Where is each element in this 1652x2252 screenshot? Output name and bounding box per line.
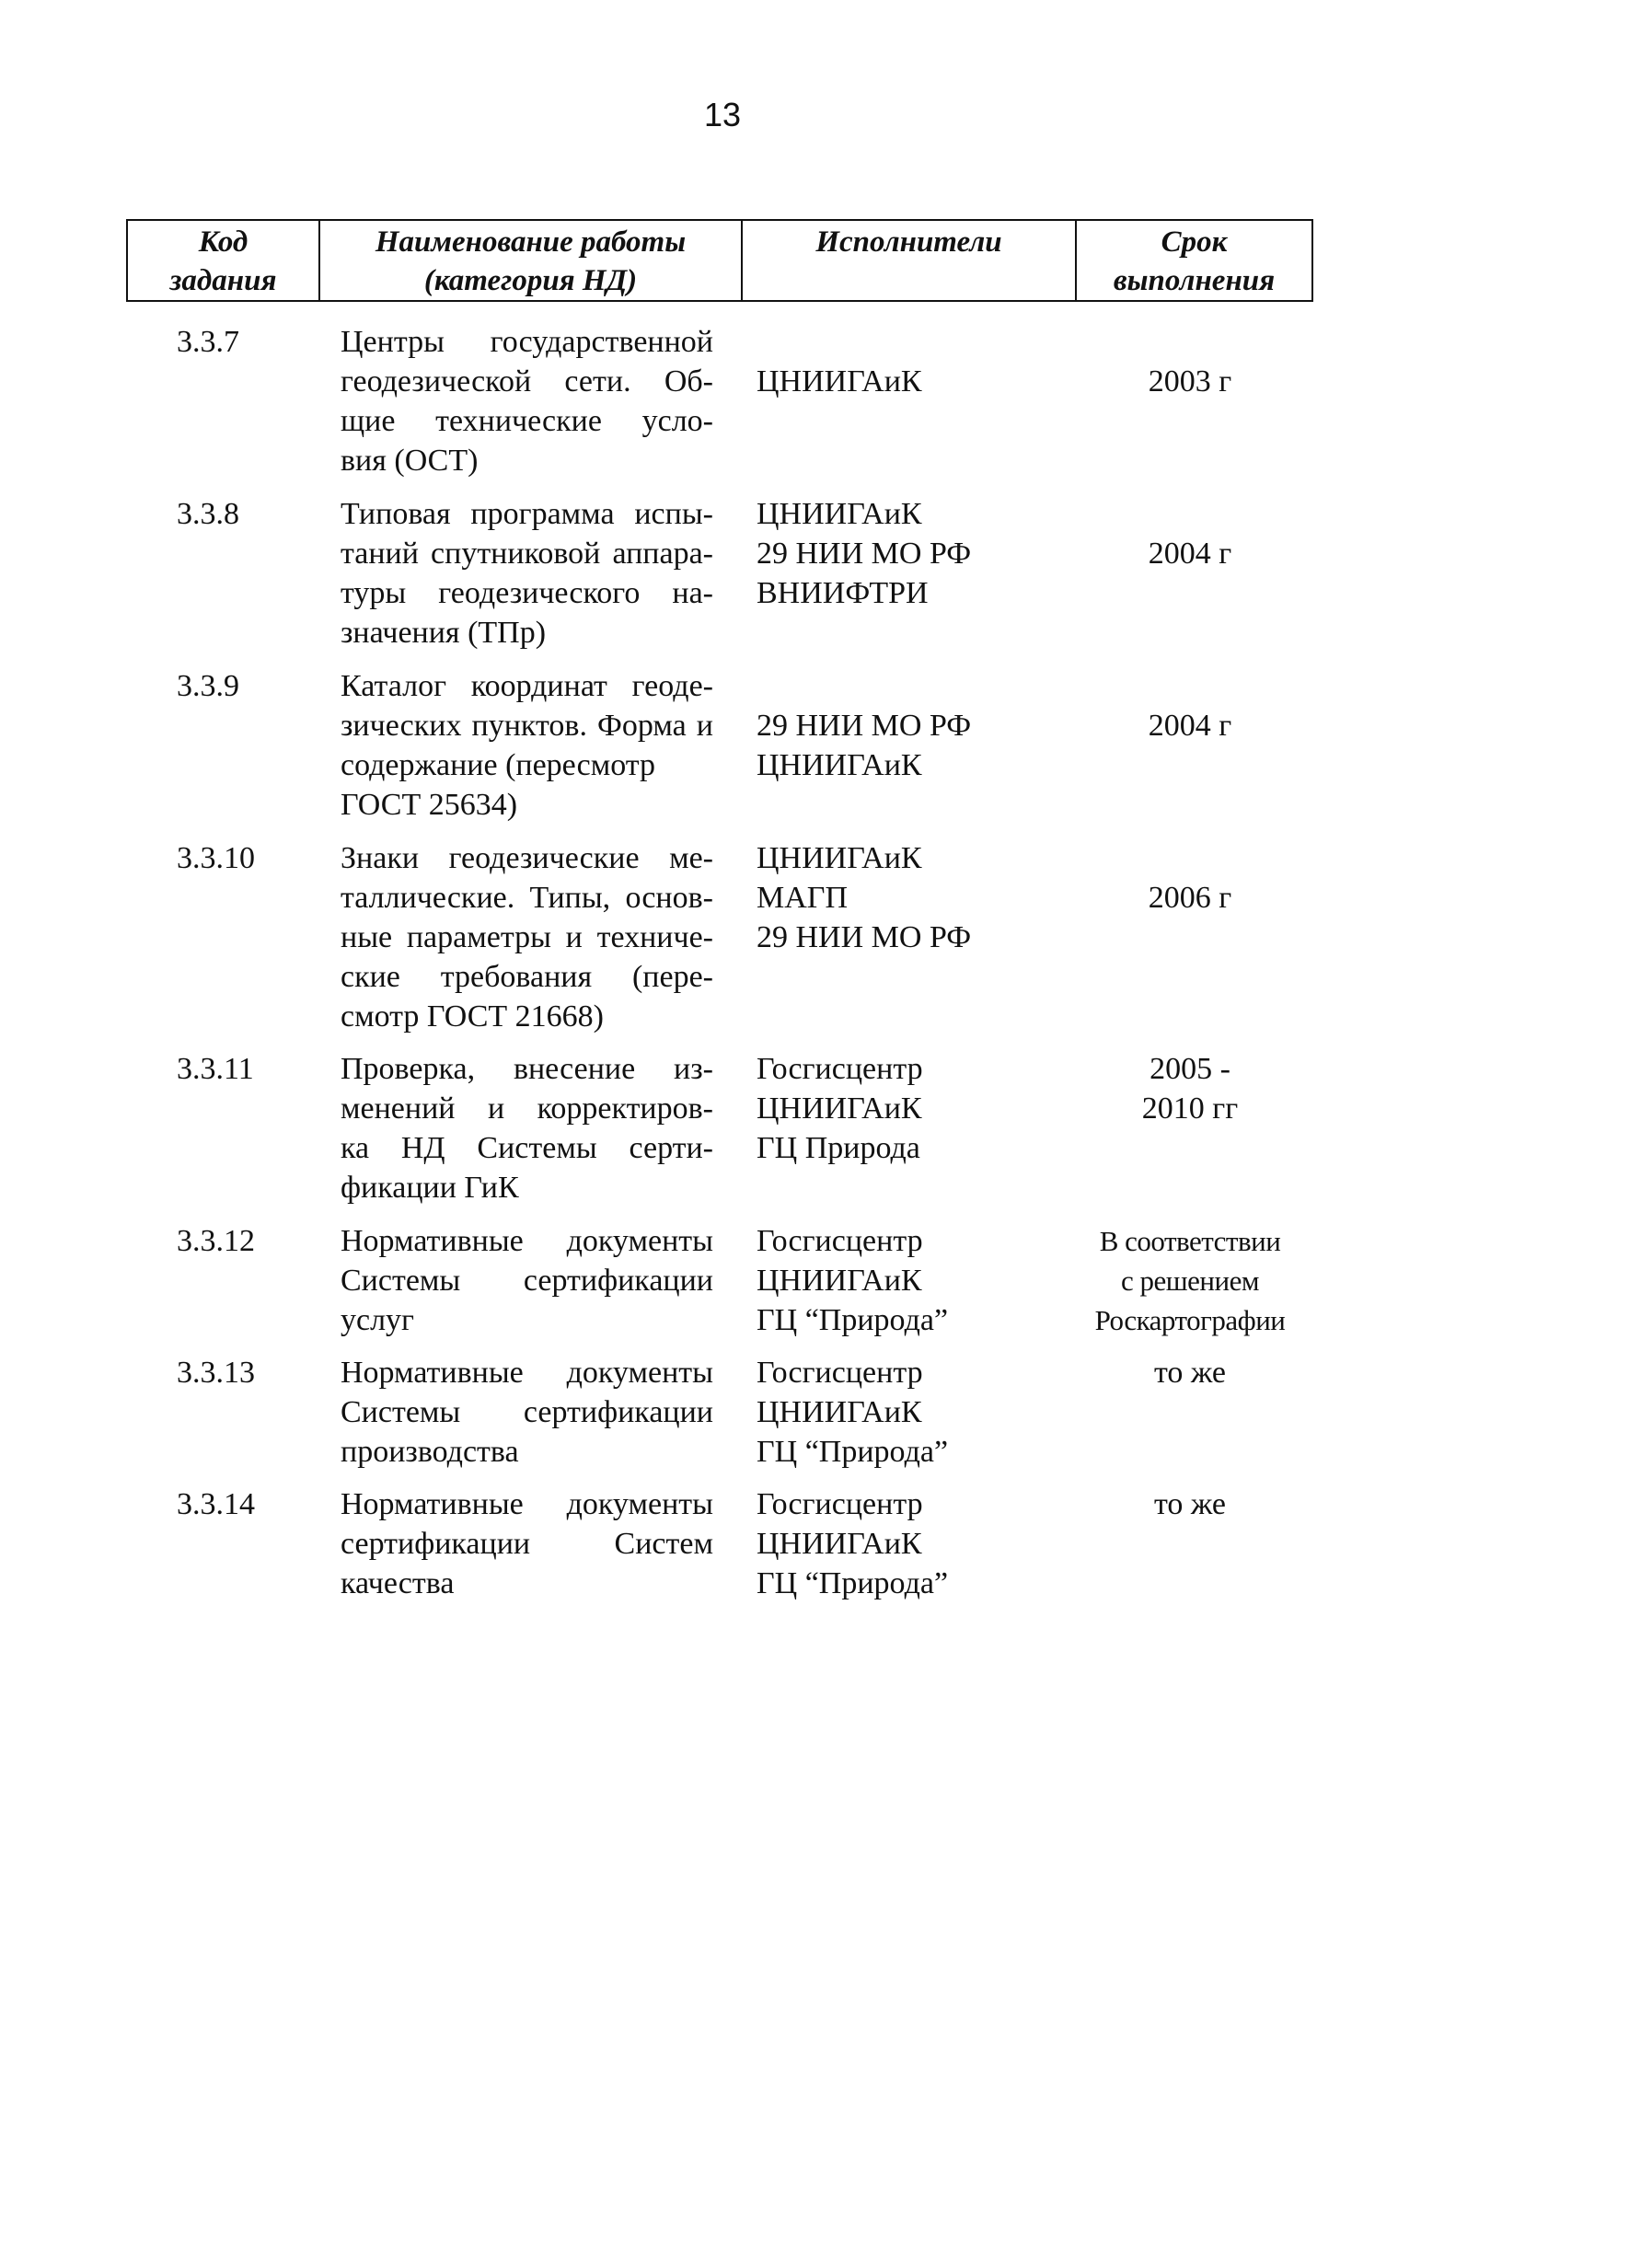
row-name	[341, 1049, 713, 1207]
row-name	[341, 838, 713, 1036]
header-deadline-line: выполнения	[1113, 264, 1276, 297]
row-name-line: ные параметры и техниче-	[341, 920, 713, 954]
row-deadline-line: то же	[1153, 1356, 1227, 1390]
row-executor: ЦНИИГАиК	[757, 1395, 922, 1429]
row-name-line: значения (ТПр)	[341, 616, 547, 650]
row-name-line: Каталог координат геоде-	[341, 669, 713, 703]
row-executors	[757, 706, 1088, 785]
row-executor: ГЦ “Природа”	[757, 1303, 949, 1337]
row-name-line: фикации ГиК	[341, 1171, 519, 1205]
row-name-line: Системы сертификации	[341, 1264, 713, 1298]
row-deadline-line: 2004 г	[1148, 537, 1232, 571]
row-name-line: Нормативные документы	[341, 1224, 713, 1258]
row-executor: Госгисцентр	[757, 1487, 923, 1521]
row-name-line: содержание (пересмотр	[341, 748, 656, 782]
row-name-line: ГОСТ 25634)	[341, 788, 518, 822]
row-code: 3.3.9	[177, 669, 239, 703]
row-name-line: зических пунктов. Форма и	[341, 709, 713, 743]
row-deadline	[1075, 1484, 1305, 1524]
row-executor: Госгисцентр	[757, 1356, 923, 1390]
row-name	[341, 1484, 713, 1603]
row-code: 3.3.14	[177, 1487, 255, 1521]
header-name-line: Наименование работы	[375, 225, 687, 259]
row-deadline	[1075, 878, 1305, 918]
row-executor: ЦНИИГАиК	[757, 748, 922, 782]
row-name-line: Проверка, внесение из-	[341, 1052, 713, 1086]
row-name-line: вия (ОСТ)	[341, 444, 479, 478]
row-executors	[757, 1484, 1088, 1603]
table-header	[126, 219, 1313, 302]
row-name-line: ские требования (пере-	[341, 960, 713, 994]
row-deadline	[1075, 362, 1305, 401]
header-executors-line: Исполнители	[815, 225, 1002, 259]
row-executor: ЦНИИГАиК	[757, 1091, 922, 1126]
row-deadline-line: 2005 -	[1149, 1052, 1230, 1086]
row-executor: ВНИИФТРИ	[757, 576, 929, 610]
row-name-line: таллические. Типы, основ-	[341, 881, 713, 915]
row-code: 3.3.10	[177, 841, 255, 875]
row-name-line: ка НД Системы серти-	[341, 1131, 713, 1165]
row-executors	[757, 494, 1088, 613]
row-deadline	[1075, 1049, 1305, 1128]
row-name-line: щие технические усло-	[341, 404, 713, 438]
row-executor: ЦНИИГАиК	[757, 364, 922, 398]
header-executors	[743, 221, 1077, 300]
row-deadline-line: то же	[1153, 1487, 1227, 1521]
row-name-line: Системы сертификации	[341, 1395, 713, 1429]
page-number: 13	[703, 96, 742, 133]
header-deadline-line: Срок	[1161, 225, 1228, 259]
row-deadline-line: 2004 г	[1148, 709, 1232, 743]
row-name-line: таний спутниковой аппара-	[341, 537, 713, 571]
row-name-line: сертификации Систем	[341, 1527, 713, 1561]
row-name-line: Центры государственной	[341, 325, 713, 359]
row-executor: Госгисцентр	[757, 1052, 923, 1086]
row-name-line: туры геодезического на-	[341, 576, 713, 610]
row-name-line: менений и корректиров-	[341, 1091, 713, 1126]
row-deadline	[1075, 534, 1305, 573]
header-code	[128, 221, 320, 300]
row-deadline	[1075, 1353, 1305, 1392]
row-name	[341, 494, 713, 653]
header-code-line: Код	[198, 225, 248, 259]
header-name	[320, 221, 743, 300]
header-name-line: (категория НД)	[423, 264, 638, 297]
row-executor: ГЦ “Природа”	[757, 1435, 949, 1469]
row-deadline-line: 2010 гг	[1141, 1091, 1239, 1126]
row-deadline-line: В соответствии	[1099, 1225, 1281, 1257]
row-executor: ГЦ “Природа”	[757, 1566, 949, 1600]
row-executor: ЦНИИГАиК	[757, 841, 922, 875]
row-name-line: производства	[341, 1435, 519, 1469]
row-name-line: Нормативные документы	[341, 1356, 713, 1390]
row-executor: ГЦ Природа	[757, 1131, 920, 1165]
row-name-line: Знаки геодезические ме-	[341, 841, 713, 875]
row-executors	[757, 1353, 1088, 1472]
row-name-line: Нормативные документы	[341, 1487, 713, 1521]
row-executors	[757, 1049, 1088, 1168]
row-deadline-line: 2006 г	[1148, 881, 1232, 915]
header-code-line: задания	[169, 264, 277, 297]
row-name-line: геодезической сети. Об-	[341, 364, 713, 398]
row-executor: 29 НИИ МО РФ	[757, 709, 972, 743]
row-executors	[757, 1221, 1088, 1340]
row-name	[341, 322, 713, 480]
row-executor: 29 НИИ МО РФ	[757, 920, 972, 954]
row-code: 3.3.8	[177, 497, 239, 531]
row-name	[341, 1353, 713, 1472]
row-deadline-line: Роскартографии	[1094, 1304, 1286, 1336]
row-code: 3.3.13	[177, 1356, 255, 1390]
row-executors	[757, 362, 1088, 401]
row-executor: ЦНИИГАиК	[757, 1527, 922, 1561]
row-deadline	[1075, 706, 1305, 745]
row-code: 3.3.12	[177, 1224, 255, 1258]
row-name-line: Типовая программа испы-	[341, 497, 713, 531]
row-name	[341, 666, 713, 825]
row-deadline-line: с решением	[1121, 1265, 1259, 1297]
header-deadline	[1077, 221, 1311, 300]
row-deadline	[1075, 1221, 1305, 1340]
row-name-line: качества	[341, 1566, 455, 1600]
row-name	[341, 1221, 713, 1340]
row-executor: ЦНИИГАиК	[757, 497, 922, 531]
row-name-line: смотр ГОСТ 21668)	[341, 999, 604, 1034]
row-executors	[757, 838, 1088, 957]
row-executor: МАГП	[757, 881, 848, 915]
row-deadline-line: 2003 г	[1148, 364, 1232, 398]
row-name-line: услуг	[341, 1303, 415, 1337]
row-executor: Госгисцентр	[757, 1224, 923, 1258]
row-executor: ЦНИИГАиК	[757, 1264, 922, 1298]
row-code: 3.3.11	[177, 1052, 254, 1086]
row-code: 3.3.7	[177, 325, 239, 359]
row-executor: 29 НИИ МО РФ	[757, 537, 972, 571]
